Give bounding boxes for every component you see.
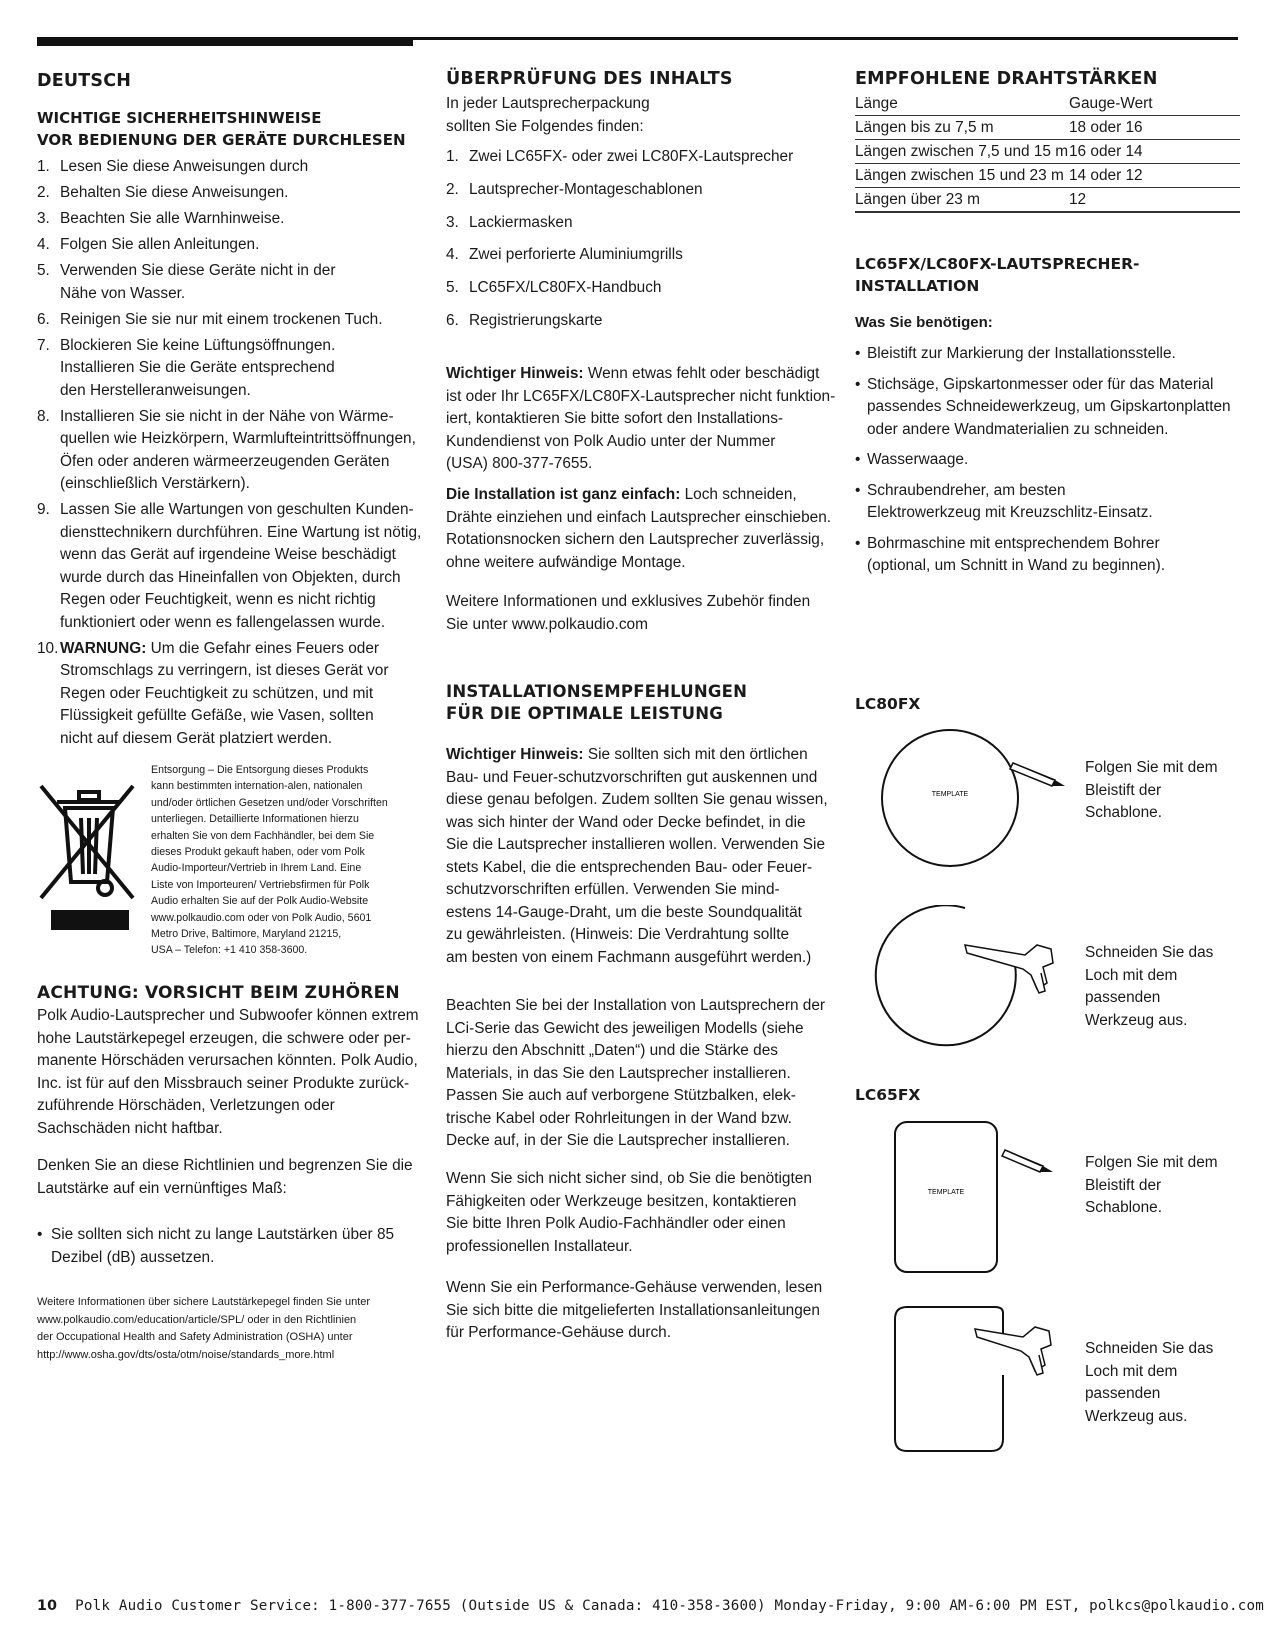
contents-item-number: 5.: [446, 279, 459, 297]
need-item-line: • Schraubendreher, am besten: [867, 481, 1066, 499]
lc80-cut-illustration: [855, 905, 1085, 1055]
safety-item-number: 7.: [37, 336, 50, 354]
web-info: [446, 591, 838, 636]
missing-note-line-3: [446, 408, 838, 431]
lc65-cut-line-2: Loch mit dem: [1085, 1362, 1178, 1380]
lc65-caption-cut: [1085, 1338, 1255, 1428]
contents-item-text: Registrierungskarte: [469, 311, 603, 329]
web-info-line-2: Sie unter www.polkaudio.com: [446, 615, 648, 633]
local-code-note: [446, 744, 838, 969]
lc65-follow-line-2: Bleistift der: [1085, 1176, 1162, 1194]
more-info-line-4: http://www.osha.gov/dts/osta/otm/noise/standards_more.html: [37, 1348, 335, 1361]
warning-text: Regen oder Feuchtigkeit zu schützen, und mit: [60, 684, 374, 702]
wire-table-row: [855, 164, 1240, 188]
contents-item-text: Zwei perforierte Aluminiumgrills: [469, 246, 683, 264]
more-info-text: [37, 1294, 427, 1364]
easy-note-line-2: [446, 507, 838, 530]
safety-item: [37, 156, 422, 179]
safety-item-number: 3.: [37, 210, 50, 227]
need-heading: Was Sie benötigen:: [855, 314, 993, 331]
disposal-line-6: dieses Produkt gekauft haben, oder vom Polk: [151, 846, 365, 859]
lc80-caption-cut: [1085, 942, 1255, 1032]
wire-table-cell: Längen zwischen 15 und 23 m: [855, 164, 1069, 188]
unsure-line-1: Wenn Sie sich nicht sicher sind, ob Sie die benötigten: [446, 1170, 812, 1187]
local-code-line-6: [446, 857, 838, 880]
unsure-line-4: professionellen Installateur.: [446, 1237, 633, 1255]
missing-note-line-text-1: Wenn etwas fehlt oder beschädigt: [583, 365, 820, 382]
disposal-line-5: erhalten Sie von dem Fachhändler, bei dem Sie: [151, 829, 375, 842]
safety-item-line: Installieren Sie sie nicht in der Nähe von Wärme-: [60, 407, 394, 425]
safety-item: [37, 335, 422, 403]
safety-item-line: diensttechnikern durchführen. Eine Wartung ist nötig,: [60, 523, 422, 541]
warning-label: WARNUNG:: [60, 639, 147, 657]
easy-note-line-text-2: Drähte einziehen und einfach Lautsprecher einschieben.: [446, 508, 832, 526]
more-info-line-3: der Occupational Health and Safety Administration (OSHA) unter: [37, 1331, 353, 1344]
safety-item-number: 9.: [37, 501, 50, 518]
caution-heading: ACHTUNG: VORSICHT BEIM ZUHÖREN: [37, 983, 400, 1003]
need-item-line: (optional, um Schnitt in Wand zu beginnen).: [867, 557, 1166, 574]
local-code-line-text-8: estens 14-Gauge-Draht, um die beste Soundqualität: [446, 903, 802, 921]
local-code-line-3: [446, 789, 838, 812]
local-code-line-7: [446, 879, 838, 902]
local-code-line-text-5: Sie die Lautsprecher installieren wollen. Verwenden Sie: [446, 836, 826, 853]
weight-line-5: Passen Sie auch auf verborgene Stützbalken, elek-: [446, 1087, 796, 1104]
contents-item-text: Lackiermasken: [469, 213, 573, 231]
local-code-line-text-7: schutzvorschriften erfüllen. Verwenden Sie mind-: [446, 881, 780, 898]
need-item-line: oder andere Wandmaterialien zu schneiden.: [867, 420, 1169, 438]
wire-gauge-table: [855, 92, 1240, 213]
safety-item-line: Lesen Sie diese Anweisungen durch: [60, 158, 309, 175]
contents-item-number: 4.: [446, 246, 459, 264]
safety-item-line: [60, 660, 422, 683]
local-code-line-8: [446, 902, 838, 925]
disposal-line-2: kann bestimmten internation-alen, nationalen: [151, 780, 363, 793]
contents-intro-line-2: sollten Sie Folgendes finden:: [446, 117, 644, 135]
safety-item-line: Installieren Sie die Geräte entsprechend: [60, 359, 335, 376]
jigsaw-icon: [975, 1327, 1051, 1375]
local-code-line-text-9: zu gewährleisten. (Hinweis: Die Verdrahtung sollte: [446, 926, 790, 943]
weight-line-6: trische Kabel oder Rohrleitungen in der Wand bzw.: [446, 1109, 792, 1127]
weight-note: [446, 995, 838, 1153]
unsure-line-2: Fähigkeiten oder Werkzeuge besitzen, kontaktieren: [446, 1192, 797, 1210]
lc65-cut-illustration: [855, 1305, 1085, 1455]
contents-heading: ÜBERPRÜFUNG DES INHALTS: [446, 69, 733, 89]
need-item-line: • Bleistift zur Markierung der Installationsstelle.: [867, 345, 1176, 362]
need-item: [855, 480, 1240, 525]
safety-item-line: Behalten Sie diese Anweisungen.: [60, 184, 289, 201]
safety-item-line: Blockieren Sie keine Lüftungsöffnungen.: [60, 336, 336, 354]
disposal-line-9: Audio erhalten Sie auf der Polk Audio-Website: [151, 895, 369, 908]
unsure-note: [446, 1168, 838, 1258]
disposal-line-7: Audio-Importeur/Vertrieb in Ihrem Land. Eine: [151, 862, 362, 875]
wire-table-cell: 14 oder 12: [1069, 164, 1240, 188]
easy-note-line-text-4: ohne weitere aufwändige Montage.: [446, 553, 686, 571]
language-heading: DEUTSCH: [37, 71, 132, 91]
safety-item-line: Nähe von Wasser.: [60, 284, 186, 302]
missing-note-line-1: [446, 363, 838, 386]
missing-note-line-text-2: ist oder Ihr LC65FX/LC80FX-Lautsprecher nicht funktion-: [446, 387, 836, 405]
safety-item-line: funktioniert oder wenn es fallengelassen wurde.: [60, 613, 386, 631]
contents-item: [446, 146, 838, 169]
lc65-follow-line-1: Folgen Sie mit dem: [1085, 1154, 1218, 1171]
missing-note-bold-lead: Wichtiger Hinweis:: [446, 365, 584, 382]
contents-item: [446, 212, 838, 235]
wire-heading: EMPFOHLENE DRAHTSTÄRKEN: [855, 69, 1158, 89]
safety-item-line: [60, 705, 422, 728]
install-heading-line-1: LC65FX/LC80FX-LAUTSPRECHER-: [855, 255, 1140, 273]
contents-item-number: 6.: [446, 311, 459, 329]
safety-heading-line-2: VOR BEDIENUNG DER GERÄTE DURCHLESEN: [37, 131, 406, 149]
contents-item-number: 3.: [446, 213, 459, 231]
disposal-line-8: Liste von Importeuren/ Vertriebsfirmen für Polk: [151, 878, 370, 891]
safety-list: [37, 156, 422, 754]
safety-item: [37, 499, 422, 634]
missing-note-line-text-3: iert, kontaktieren Sie bitte sofort den Installations-: [446, 410, 784, 427]
disposal-line-1: Entsorgung – Die Entsorgung dieses Produkts: [151, 764, 369, 776]
need-list: [855, 343, 1240, 586]
disposal-line-4: unterliegen. Detaillierte Informationen hierzu: [151, 813, 359, 826]
lc65-follow-line-3: Schablone.: [1085, 1199, 1163, 1216]
volume-bullet-line-2: Dezibel (dB) aussetzen.: [51, 1248, 215, 1266]
weight-line-1: Beachten Sie bei der Installation von Lautsprechern der: [446, 997, 826, 1014]
local-code-line-text-10: am besten von einem Fachmann ausgeführt werden.): [446, 948, 812, 966]
safety-item-line: Öfen oder anderen wärmeerzeugenden Geräten: [60, 452, 390, 470]
disposal-line-10: www.polkaudio.com oder von Polk Audio, 5601: [151, 911, 372, 924]
need-item: [855, 343, 1240, 366]
lc80-caption-follow: [1085, 757, 1255, 825]
safety-item-line: wurde durch das Hineinfallen von Objekten, durch: [60, 568, 401, 586]
need-item: [855, 449, 1240, 472]
wire-table-header-cell: Länge: [855, 92, 1069, 116]
install-heading-line-2: INSTALLATION: [855, 277, 980, 295]
disposal-line-3: und/oder örtlichen Gesetzen und/oder Vorschriften: [151, 796, 388, 809]
recommend-heading-line-2: FÜR DIE OPTIMALE LEISTUNG: [446, 704, 724, 723]
need-item: [855, 374, 1240, 442]
safety-item-number: 10.: [37, 639, 59, 657]
contents-item-text: Lautsprecher-Montageschablonen: [469, 180, 703, 198]
wire-table-cell: Längen bis zu 7,5 m: [855, 116, 1069, 140]
safety-item: [37, 406, 422, 496]
wire-table-cell: Längen zwischen 7,5 und 15 m: [855, 140, 1069, 164]
local-code-line-2: [446, 767, 838, 790]
weight-line-2: LCi-Serie das Gewicht des jeweiligen Modells (siehe: [446, 1019, 804, 1037]
safety-item-number: 1.: [37, 158, 50, 175]
lc80-cut-line-4: Werkzeug aus.: [1085, 1011, 1188, 1029]
lc80-cut-line-3: passenden: [1085, 989, 1161, 1006]
need-item-line: Elektrowerkzeug mit Kreuzschlitz-Einsatz.: [867, 504, 1153, 521]
lc80-template-text: TEMPLATE: [931, 791, 969, 798]
contents-item-text: LC65FX/LC80FX-Handbuch: [469, 279, 662, 297]
warning-text: Stromschlags zu verringern, ist dieses Gerät vor: [60, 662, 389, 679]
safety-item-warning: [37, 638, 422, 751]
recommend-heading-line-1: INSTALLATIONSEMPFEHLUNGEN: [446, 682, 748, 701]
wire-table-row: [855, 188, 1240, 213]
lc65-cut-line-3: passenden: [1085, 1385, 1161, 1402]
web-info-line-1: Weitere Informationen und exklusives Zubehör finden: [446, 593, 811, 610]
wire-table-header: [855, 92, 1240, 116]
jigsaw-icon: [965, 945, 1053, 993]
missing-note-line-4: [446, 431, 838, 454]
volume-bullet: • Sie sollten sich nicht zu lange Lautstärken über 85 Dezibel (dB) aussetzen.: [37, 1224, 427, 1269]
caution-line-5: zuführende Hörschäden, Verletzungen oder: [37, 1097, 335, 1114]
weee-bin-icon: [37, 778, 137, 938]
wire-table-cell: 18 oder 16: [1069, 116, 1240, 140]
need-item-line: • Wasserwaage.: [867, 451, 969, 468]
safety-item-line: Beachten Sie alle Warnhinweise.: [60, 210, 285, 227]
top-rule-thick: [37, 37, 413, 46]
performance-line-2: Sie sich bitte die mitgelieferten Installationsanleitungen: [446, 1301, 820, 1319]
need-item-line: passendes Schneidewerkzeug, um Gipskartonplatten: [867, 398, 1231, 415]
safety-item: [37, 182, 422, 205]
safety-item-line: Folgen Sie allen Anleitungen.: [60, 236, 260, 253]
lc65-cut-line-1: Schneiden Sie das: [1085, 1340, 1214, 1357]
caution-line-4: Inc. ist für auf den Missbrauch seiner Produkte zurück-: [37, 1074, 410, 1092]
local-code-line-4: [446, 812, 838, 835]
performance-line-3: für Performance-Gehäuse durch.: [446, 1324, 671, 1341]
contents-item: [446, 179, 838, 202]
warning-text: Flüssigkeit gefüllte Gefäße, wie Vasen, sollten: [60, 707, 374, 724]
need-item: [855, 533, 1240, 578]
lc80-trace-illustration: [855, 728, 1085, 868]
guideline-line-2: Lautstärke auf ein vernünftiges Maß:: [37, 1179, 287, 1197]
missing-note-line-5: [446, 453, 838, 476]
top-rule-thin: [413, 37, 1238, 40]
guideline-line-1: Denken Sie an diese Richtlinien und begrenzen Sie die: [37, 1157, 413, 1174]
local-code-line-text-1: Sie sollten sich mit den örtlichen: [583, 746, 808, 763]
wire-table-row: [855, 140, 1240, 164]
weight-line-3: hierzu den Abschnitt „Daten“) und die Stärke des: [446, 1042, 778, 1059]
weight-line-4: Materials, in das Sie den Lautsprecher installieren.: [446, 1064, 791, 1082]
page-number: 10: [37, 1598, 58, 1614]
lc65-caption-follow: [1085, 1152, 1255, 1220]
contents-item-text: Zwei LC65FX- oder zwei LC80FX-Lautsprecher: [469, 148, 794, 165]
missing-note: [446, 363, 838, 476]
safety-item-line: Regen oder Feuchtigkeit, wenn es nicht richtig: [60, 591, 376, 608]
contents-item: [446, 277, 838, 300]
warning-text: Um die Gefahr eines Feuers oder: [146, 639, 380, 657]
caution-line-1: Polk Audio-Lautsprecher und Subwoofer können extrem: [37, 1007, 419, 1024]
easy-note-line-4: [446, 552, 838, 575]
safety-item: [37, 208, 422, 231]
safety-item-line: quellen wie Heizkörpern, Warmlufteintrittsöffnungen,: [60, 430, 416, 447]
easy-note-line-text-1: Loch schneiden,: [680, 486, 797, 503]
lc80-cut-line-1: Schneiden Sie das: [1085, 944, 1214, 961]
pencil-icon: [1010, 763, 1065, 786]
need-item-line: • Stichsäge, Gipskartonmesser oder für das Material: [867, 375, 1214, 393]
unsure-line-3: Sie bitte Ihren Polk Audio-Fachhändler oder einen: [446, 1215, 786, 1232]
safety-item-number: 6.: [37, 310, 50, 328]
contents-item-number: 2.: [446, 180, 459, 198]
safety-item-line: wenn das Gerät auf irgendeine Weise beschädigt: [60, 546, 396, 563]
missing-note-line-text-4: Kundendienst von Polk Audio unter der Nummer: [446, 432, 776, 450]
disposal-line-12: USA – Telefon: +1 410 358-3600.: [151, 944, 308, 957]
safety-heading-line-1: WICHTIGE SICHERHEITSHINWEISE: [37, 109, 322, 127]
local-code-line-10: [446, 947, 838, 970]
missing-note-line-text-5: (USA) 800-377-7655.: [446, 455, 593, 472]
easy-note-line-1: [446, 484, 838, 507]
lc65-trace-illustration: [855, 1120, 1085, 1275]
safety-item-line: [60, 638, 422, 661]
customer-service-text: Polk Audio Customer Service: 1-800-377-7655 (Outside US & Canada: 410-358-3600) Monday-Friday, 9:00 AM-6:00 PM EST, polkcs@polkaudio.com: [75, 1598, 1265, 1614]
local-code-line-text-2: Bau- und Feuer-schutzvorschriften gut auskennen und: [446, 768, 818, 786]
safety-item-line: (einschließlich Verstärkern).: [60, 475, 250, 492]
wire-table-header-cell: Gauge-Wert: [1069, 92, 1240, 116]
lc65-cut-line-4: Werkzeug aus.: [1085, 1407, 1188, 1425]
lc80-follow-line-1: Folgen Sie mit dem: [1085, 759, 1218, 776]
performance-note: [446, 1277, 838, 1345]
lc80-follow-line-2: Bleistift der: [1085, 781, 1162, 799]
easy-note-line-3: [446, 529, 838, 552]
lc65-template-text: TEMPLATE: [927, 1189, 965, 1196]
easy-install-note: [446, 484, 838, 574]
lc80-follow-line-3: Schablone.: [1085, 804, 1163, 821]
contents-item: [446, 244, 838, 267]
wire-table-row: [855, 116, 1240, 140]
caution-line-2: hohe Lautstärkepegel erzeugen, die schwere oder per-: [37, 1029, 411, 1047]
caution-line-3: manente Hörschäden verursachen könnten. Polk Audio,: [37, 1052, 418, 1069]
local-code-bold-lead: Wichtiger Hinweis:: [446, 746, 584, 763]
easy-note-bold-lead: Die Installation ist ganz einfach:: [446, 486, 681, 503]
disposal-text: [151, 762, 431, 959]
local-code-line-text-6: stets Kabel, die die entsprechenden Bau- oder Feuer-: [446, 858, 813, 876]
local-code-line-1: [446, 744, 838, 767]
local-code-line-9: [446, 924, 838, 947]
wire-table-cell: 16 oder 14: [1069, 140, 1240, 164]
local-code-line-5: [446, 834, 838, 857]
caution-text: [37, 1005, 427, 1140]
contents-item-number: 1.: [446, 148, 459, 165]
caution-line-6: Sachschäden nicht haftbar.: [37, 1119, 223, 1137]
safety-item-number: 4.: [37, 236, 50, 253]
need-item-line: • Bohrmaschine mit entsprechendem Bohrer: [867, 534, 1160, 552]
contents-list: [446, 146, 838, 343]
safety-item: [37, 260, 422, 305]
contents-intro: [446, 93, 838, 138]
contents-item: [446, 310, 838, 333]
weight-line-7: Decke auf, in der Sie die Lautsprecher installieren.: [446, 1132, 790, 1149]
lc80-cut-line-2: Loch mit dem: [1085, 966, 1178, 984]
safety-item: [37, 309, 422, 332]
disposal-line-11: Metro Drive, Baltimore, Maryland 21215,: [151, 928, 342, 941]
safety-item-number: 5.: [37, 262, 50, 279]
safety-item-number: 8.: [37, 407, 50, 425]
safety-item: [37, 234, 422, 257]
safety-item-line: Reinigen Sie sie nur mit einem trockenen Tuch.: [60, 310, 383, 328]
local-code-line-text-3: diese genau befolgen. Zudem sollten Sie genau wissen,: [446, 791, 828, 808]
local-code-line-text-4: was sich hinter der Wand oder Decke befindet, in die: [446, 813, 806, 831]
safety-item-line: Verwenden Sie diese Geräte nicht in der: [60, 262, 336, 279]
safety-item-line: [60, 683, 422, 706]
page-footer: [37, 1598, 1264, 1614]
wire-table-cell: 12: [1069, 188, 1240, 213]
safety-item-line: [60, 728, 422, 751]
more-info-line-1: Weitere Informationen über sichere Lautstärkepegel finden Sie unter: [37, 1296, 371, 1308]
guideline-text: [37, 1155, 427, 1200]
lc80-label: LC80FX: [855, 695, 921, 713]
wire-table-cell: Längen über 23 m: [855, 188, 1069, 213]
easy-note-line-text-3: Rotationsnocken sichern den Lautsprecher zuverlässig,: [446, 531, 825, 548]
safety-item-number: 2.: [37, 184, 50, 201]
safety-item-line: Lassen Sie alle Wartungen von geschulten Kunden-: [60, 501, 414, 518]
performance-line-1: Wenn Sie ein Performance-Gehäuse verwenden, lesen: [446, 1279, 823, 1296]
volume-bullet-line-1: Sie sollten sich nicht zu lange Lautstärken über 85: [51, 1226, 395, 1243]
lc65-label: LC65FX: [855, 1086, 921, 1104]
more-info-line-2: www.polkaudio.com/education/article/SPL/ oder in den Richtlinien: [37, 1313, 357, 1326]
warning-text: nicht auf diesem Gerät platziert werden.: [60, 729, 333, 747]
pencil-icon: [1002, 1150, 1053, 1172]
missing-note-line-2: [446, 386, 838, 409]
safety-item-line: den Herstelleranweisungen.: [60, 381, 251, 399]
contents-intro-line-1: In jeder Lautsprecherpackung: [446, 95, 650, 112]
